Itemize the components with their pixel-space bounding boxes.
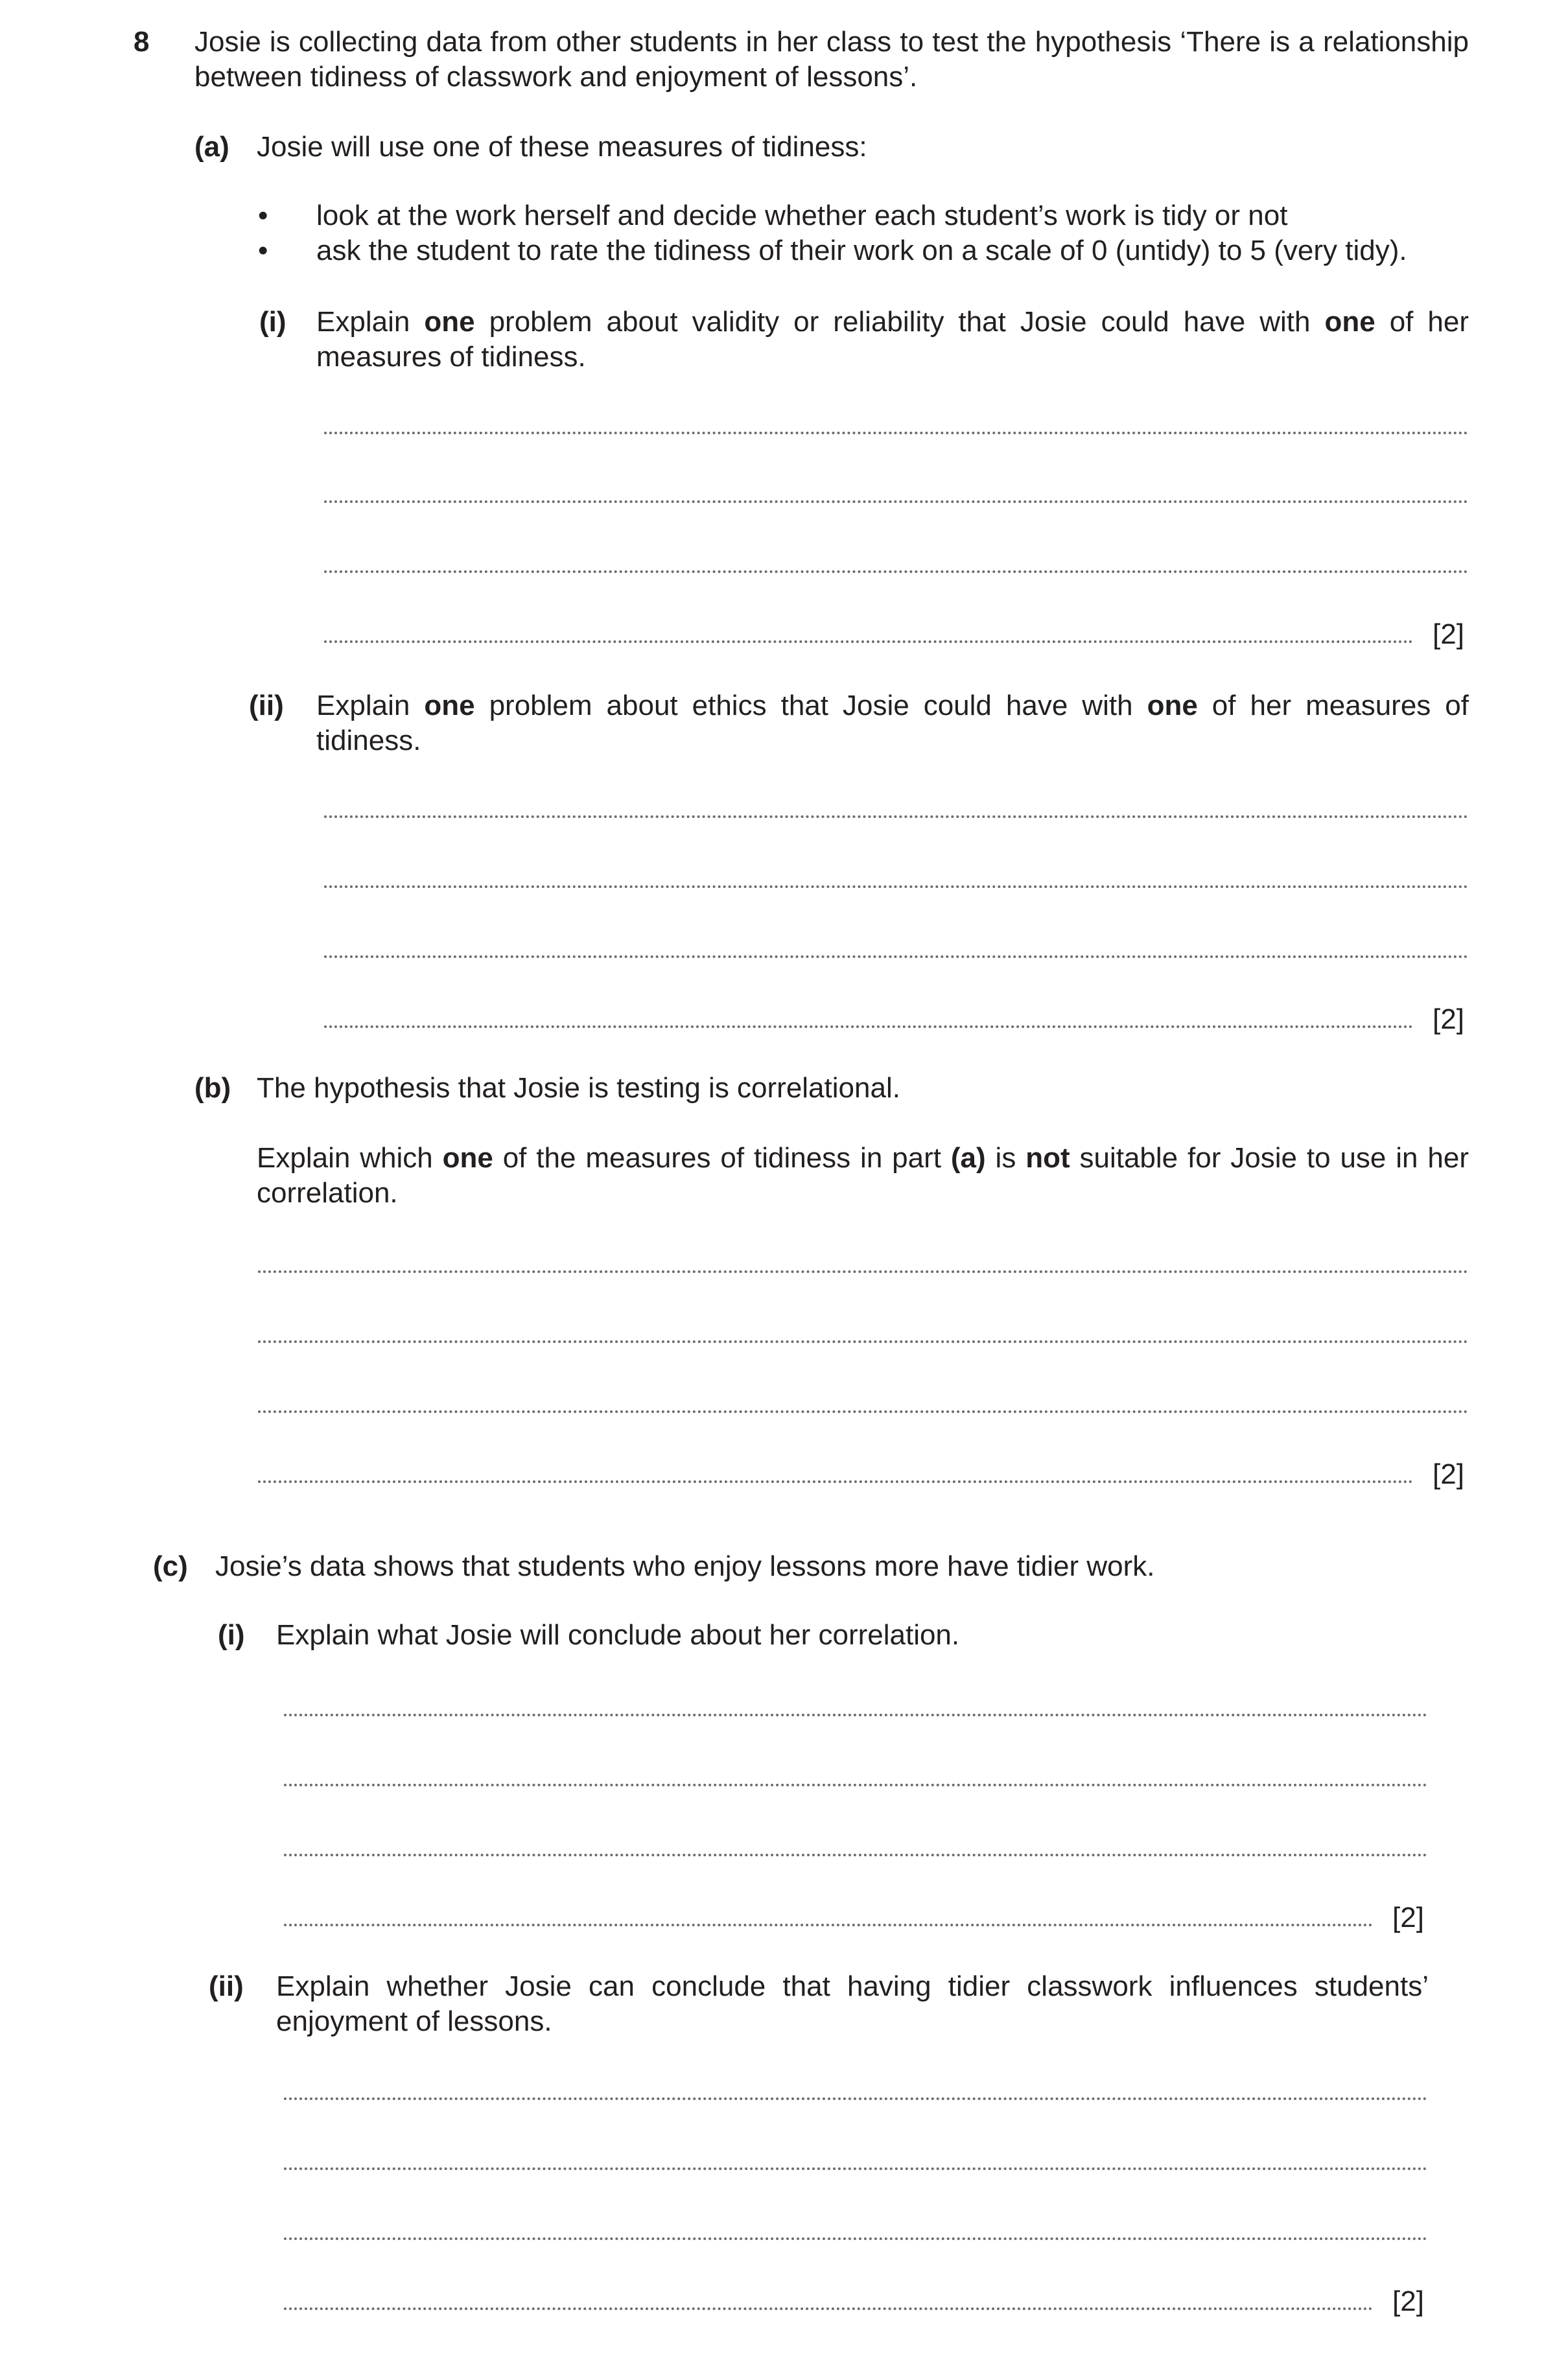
answer-line[interactable] bbox=[324, 1025, 1413, 1028]
answer-line[interactable] bbox=[324, 955, 1468, 958]
answer-line[interactable] bbox=[324, 570, 1468, 573]
bullet-item-2: ask the student to rate the tidiness of their work on a scale of 0 (untidy) to 5 (very tidy). bbox=[316, 235, 1407, 266]
mark-allocation: [2] bbox=[1392, 1902, 1424, 1933]
part-c-intro: Josie’s data shows that students who enjoy lessons more have tidier work. bbox=[215, 1550, 1155, 1582]
answer-line[interactable] bbox=[324, 815, 1468, 818]
part-a-intro: Josie will use one of these measures of tidiness: bbox=[257, 131, 867, 163]
part-c-label: (c) bbox=[153, 1550, 188, 1582]
part-c-i-text: Explain what Josie will conclude about her correlation. bbox=[276, 1619, 960, 1651]
answer-line[interactable] bbox=[258, 1410, 1468, 1413]
answer-line[interactable] bbox=[284, 1714, 1427, 1716]
bullet-marker: • bbox=[258, 235, 268, 266]
answer-line[interactable] bbox=[284, 2097, 1427, 2100]
answer-line[interactable] bbox=[258, 1480, 1413, 1483]
mark-allocation: [2] bbox=[1433, 1458, 1464, 1490]
answer-line[interactable] bbox=[284, 2237, 1427, 2240]
answer-line[interactable] bbox=[284, 1784, 1427, 1786]
part-a-ii-text: Explain one problem about ethics that Josie could have with one of her measures of tidiness. bbox=[316, 690, 1469, 756]
part-b-text: Explain which one of the measures of tidiness in part (a) is not suitable for Josie to use in her correlation. bbox=[257, 1142, 1469, 1209]
answer-line[interactable] bbox=[324, 432, 1468, 434]
part-b-label: (b) bbox=[194, 1072, 231, 1104]
bullet-item-1: look at the work herself and decide whether each student’s work is tidy or not bbox=[316, 200, 1288, 231]
bullet-marker: • bbox=[258, 200, 268, 231]
answer-line[interactable] bbox=[324, 640, 1413, 643]
mark-allocation: [2] bbox=[1433, 1003, 1464, 1035]
part-a-i-text: Explain one problem about validity or reliability that Josie could have with one of her measures of tidiness. bbox=[316, 306, 1469, 373]
answer-line[interactable] bbox=[284, 1854, 1427, 1856]
part-a-ii-label: (ii) bbox=[249, 690, 284, 721]
part-c-ii-label: (ii) bbox=[209, 1970, 244, 2002]
answer-line[interactable] bbox=[324, 500, 1468, 503]
part-a-i-label: (i) bbox=[259, 306, 287, 338]
question-number: 8 bbox=[134, 26, 150, 58]
answer-line[interactable] bbox=[258, 1340, 1468, 1343]
part-b-intro: The hypothesis that Josie is testing is correlational. bbox=[257, 1072, 900, 1104]
part-c-ii-text: Explain whether Josie can conclude that having tidier classwork influences students’ enjoyment of lessons. bbox=[276, 1970, 1429, 2037]
answer-line[interactable] bbox=[324, 885, 1468, 888]
answer-line[interactable] bbox=[258, 1270, 1468, 1273]
answer-line[interactable] bbox=[284, 2307, 1373, 2310]
part-c-i-label: (i) bbox=[218, 1619, 245, 1651]
mark-allocation: [2] bbox=[1392, 2285, 1424, 2317]
part-a-label: (a) bbox=[194, 131, 229, 163]
answer-line[interactable] bbox=[284, 2167, 1427, 2170]
answer-line[interactable] bbox=[284, 1924, 1373, 1926]
question-stem: Josie is collecting data from other students in her class to test the hypothesis ‘There is a relationship between tidiness of classwork and enjoyment of lessons’. bbox=[194, 26, 1469, 93]
mark-allocation: [2] bbox=[1433, 618, 1464, 650]
